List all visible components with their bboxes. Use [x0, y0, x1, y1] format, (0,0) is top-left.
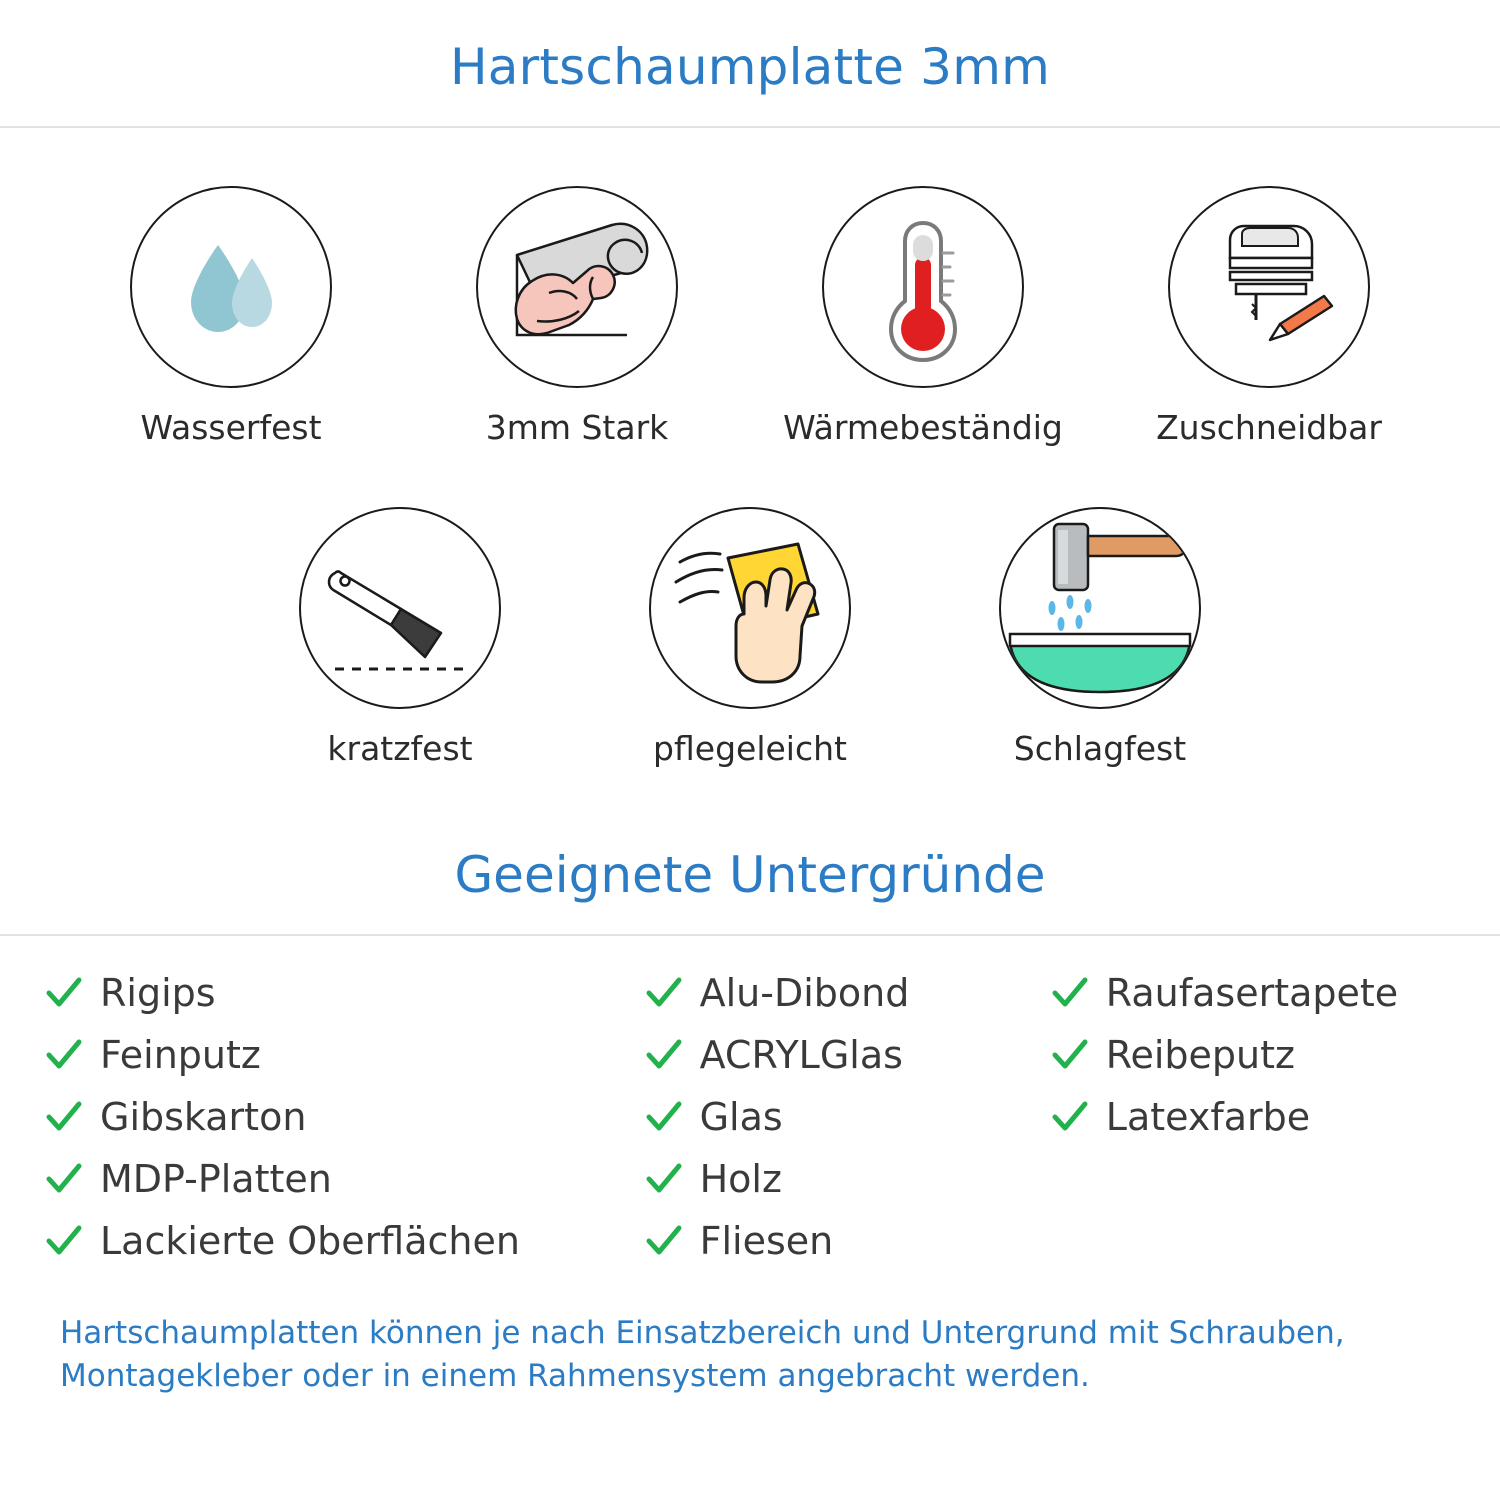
feature-waermebestaendig — [783, 186, 1063, 447]
feature-icon-circle — [999, 507, 1201, 709]
check-icon — [44, 1097, 84, 1137]
list-item-label: Gibskarton — [100, 1095, 307, 1139]
feature-row-1 — [0, 186, 1500, 447]
check-icon — [644, 1035, 684, 1075]
list-item-label: Glas — [699, 1095, 783, 1139]
substrates-divider — [0, 934, 1500, 936]
list-item-label: Alu-Dibond — [699, 971, 910, 1015]
feature-label: pflegeleicht — [653, 729, 847, 768]
feature-grid — [0, 186, 1500, 768]
feature-zuschneidbar — [1144, 186, 1394, 447]
feature-3mm-stark — [452, 186, 702, 447]
list-item — [644, 1148, 1050, 1210]
list-item-label: Lackierte Oberflächen — [100, 1219, 520, 1263]
substrates-section — [0, 846, 1500, 1272]
check-icon — [1050, 1097, 1090, 1137]
list-item — [644, 962, 1050, 1024]
list-item-label: Latexfarbe — [1105, 1095, 1311, 1139]
list-item-label: Reibeputz — [1105, 1033, 1295, 1077]
knife-scratch-icon — [315, 521, 485, 695]
feature-label: Zuschneidbar — [1156, 408, 1382, 447]
substrates-column-3 — [1050, 962, 1456, 1272]
list-item — [44, 1086, 644, 1148]
list-item — [44, 962, 644, 1024]
list-item-label: Holz — [699, 1157, 782, 1201]
hand-cloth-wipe-icon — [650, 507, 850, 709]
list-item — [1050, 1086, 1456, 1148]
list-item-label: ACRYLGlas — [699, 1033, 903, 1077]
list-item-label: Feinputz — [100, 1033, 261, 1077]
list-item — [644, 1086, 1050, 1148]
check-icon — [1050, 973, 1090, 1013]
thermometer-icon — [843, 205, 1003, 369]
list-item — [44, 1024, 644, 1086]
check-icon — [44, 973, 84, 1013]
feature-label: Schlagfest — [1013, 729, 1187, 768]
feature-label: Wärmebeständig — [783, 408, 1063, 447]
feature-label: Wasserfest — [140, 408, 322, 447]
substrates-column-1 — [44, 962, 644, 1272]
feature-wasserfest — [106, 186, 356, 447]
check-icon — [44, 1035, 84, 1075]
footer-note: Hartschaumplatten können je nach Einsatzbereich und Untergrund mit Schrauben, Montagekleber oder in einem Rahmensystem angebracht werden. — [60, 1315, 1345, 1394]
feature-icon-circle — [130, 186, 332, 388]
check-icon — [44, 1221, 84, 1261]
list-item — [644, 1210, 1050, 1272]
feature-icon-circle — [476, 186, 678, 388]
check-icon — [644, 1221, 684, 1261]
check-icon — [1050, 1035, 1090, 1075]
check-icon — [44, 1159, 84, 1199]
flexing-arm-icon — [477, 186, 677, 388]
feature-kratzfest — [275, 507, 525, 768]
title-divider — [0, 126, 1500, 128]
feature-schlagfest — [975, 507, 1225, 768]
list-item — [1050, 962, 1456, 1024]
list-item-label: Fliesen — [699, 1219, 834, 1263]
feature-icon-circle — [1168, 186, 1370, 388]
list-item-label: Rigips — [100, 971, 216, 1015]
water-drops-icon — [156, 210, 306, 364]
substrates-list — [0, 962, 1500, 1272]
check-icon — [644, 1097, 684, 1137]
check-icon — [644, 973, 684, 1013]
hammer-impact-icon — [1000, 507, 1200, 709]
list-item — [44, 1148, 644, 1210]
substrates-column-2 — [644, 962, 1050, 1272]
feature-label: kratzfest — [327, 729, 473, 768]
list-item-label: Raufasertapete — [1105, 971, 1399, 1015]
page-title: Hartschaumplatte 3mm — [449, 38, 1051, 96]
feature-icon-circle — [649, 507, 851, 709]
feature-row-2 — [0, 507, 1500, 768]
feature-pflegeleicht — [625, 507, 875, 768]
jigsaw-cutter-icon — [1184, 200, 1354, 374]
feature-icon-circle — [822, 186, 1024, 388]
substrates-title: Geeignete Untergründe — [454, 846, 1046, 904]
list-item — [644, 1024, 1050, 1086]
check-icon — [644, 1159, 684, 1199]
list-item-label: MDP-Platten — [100, 1157, 332, 1201]
list-item — [1050, 1024, 1456, 1086]
list-item — [44, 1210, 644, 1272]
feature-label: 3mm Stark — [485, 408, 669, 447]
feature-icon-circle — [299, 507, 501, 709]
